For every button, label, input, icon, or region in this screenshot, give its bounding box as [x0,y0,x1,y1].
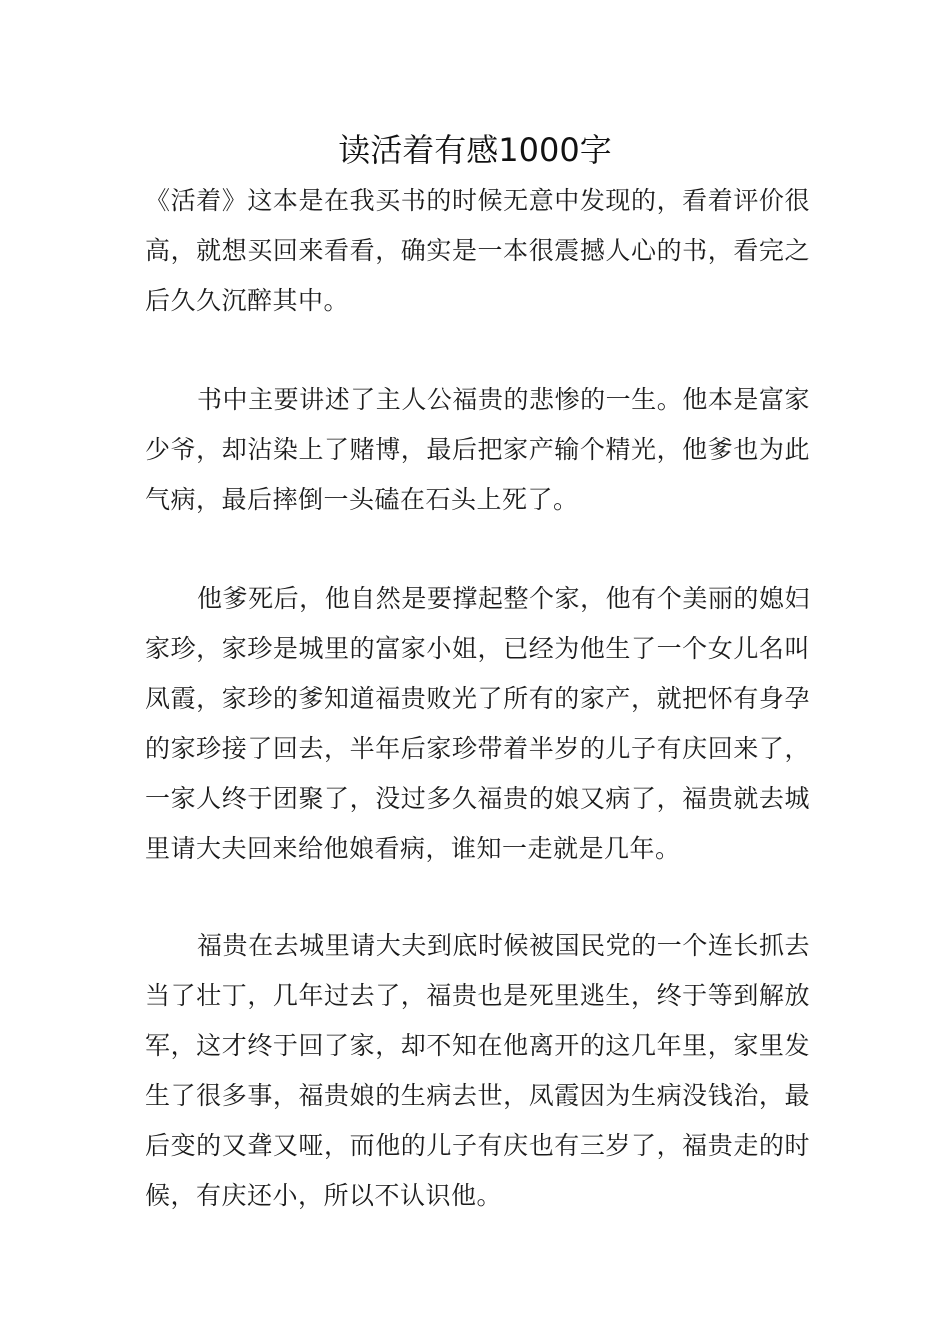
paragraph-conscription: 福贵在去城里请大夫到底时候被国民党的一个连长抓去当了壮丁，几年过去了，福贵也是死里逃生，终于等到解放军，这才终于回了家，却不知在他离开的这几年里，家里发生了很多事，福贵娘的生病去世，凤霞因为生病没钱治，最后变的又聋又哑，而他的儿子有庆也有三岁了，福贵走的时候，有庆还小，所以不认识他。 [145,931,810,1210]
paragraph-fugui-life: 书中主要讲述了主人公福贵的悲惨的一生。他本是富家少爷，却沾染上了赌博，最后把家产输个精光，他爹也为此气病，最后摔倒一头磕在石头上死了。 [145,385,810,514]
paragraph-intro: 《活着》这本是在我买书的时候无意中发现的，看着评价很高，就想买回来看看，确实是一本很震撼人心的书，看完之后久久沉醉其中。 [145,186,810,315]
paragraph-family: 他爹死后，他自然是要撑起整个家，他有个美丽的媳妇家珍，家珍是城里的富家小姐，已经为他生了一个女儿名叫凤霞，家珍的爹知道福贵败光了所有的家产，就把怀有身孕的家珍接了回去，半年后家珍带着半岁的儿子有庆回来了，一家人终于团聚了，没过多久福贵的娘又病了，福贵就去城里请大夫回来给他娘看病，谁知一走就是几年。 [145,584,810,863]
document-title: 读活着有感1000字 [338,131,612,169]
